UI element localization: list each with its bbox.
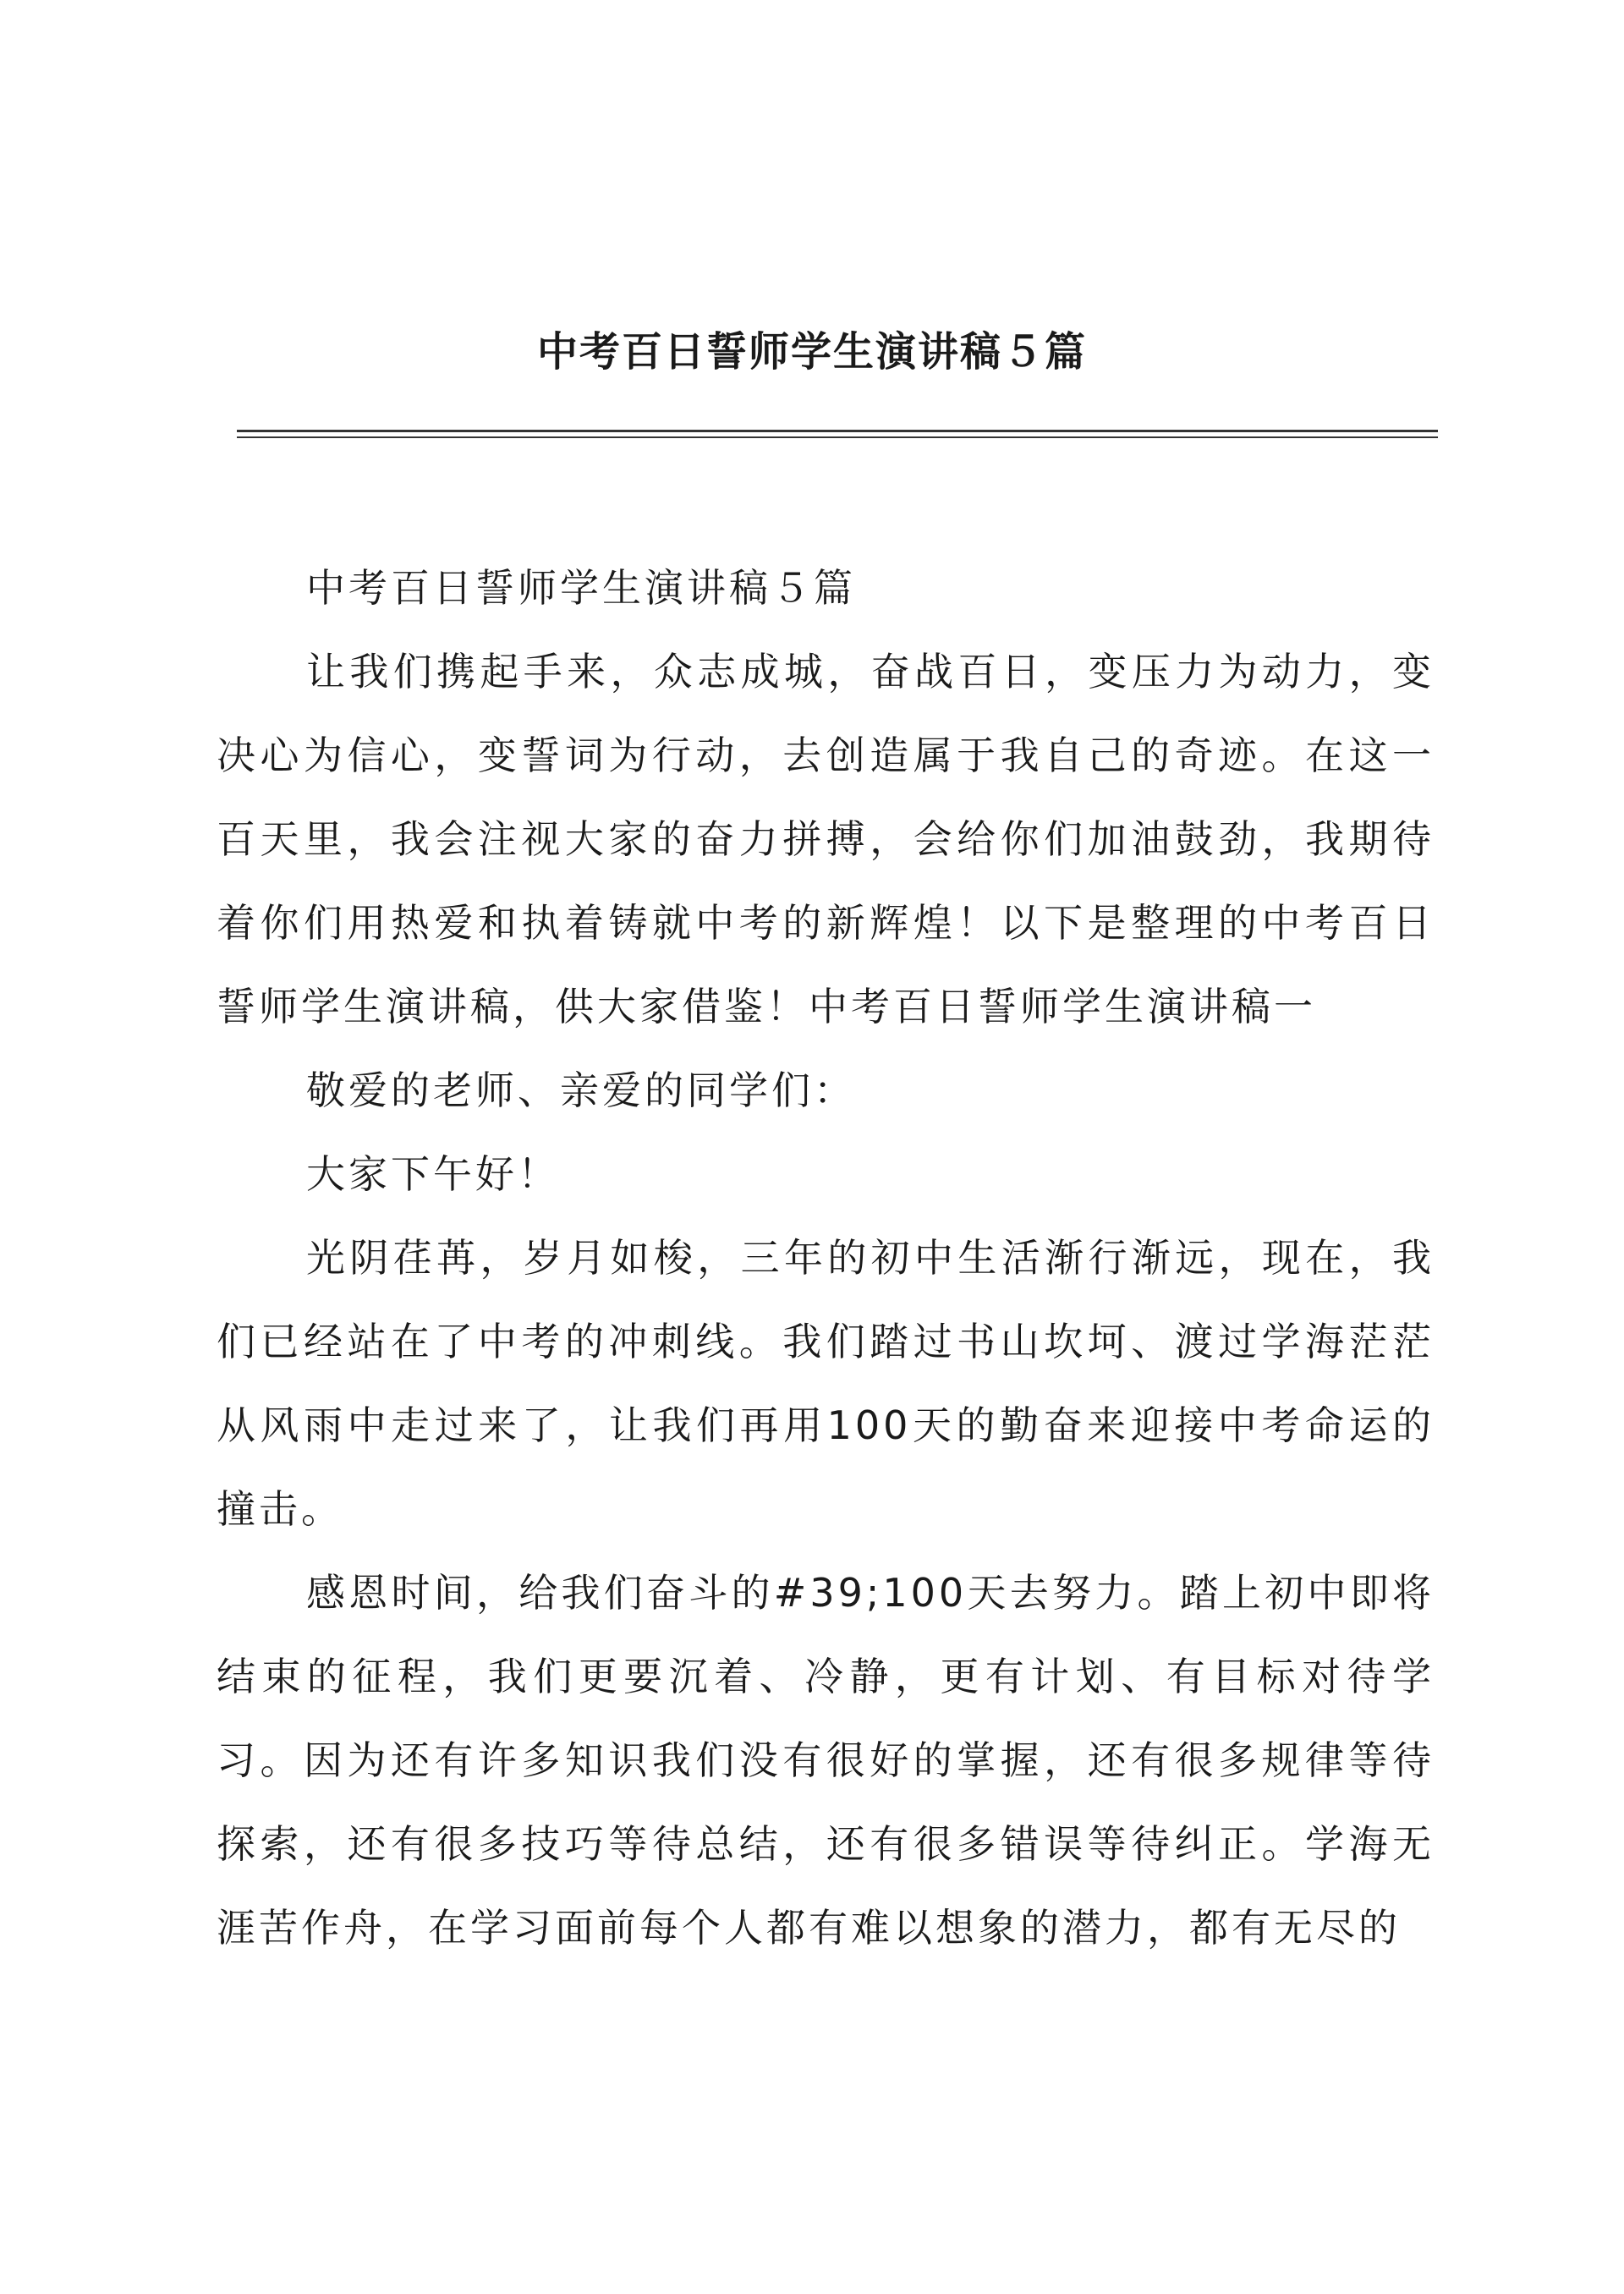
paragraph-greeting: 大家下午好！ <box>306 1151 560 1197</box>
paragraph-salutation: 敬爱的老师、亲爱的同学们： <box>306 1067 856 1113</box>
paragraph-subtitle: 中考百日誓师学生演讲稿５篇 <box>306 565 856 611</box>
paragraph-intro: 让我们携起手来，众志成城，奋战百日，变压力为动力，变决心为信心，变誓词为行动，去创造属于我自己的奇迹。在这一百天里，我会注视大家的奋力拼搏，会给你们加油鼓劲，我期待着你们用热爱和执着铸就中考的新辉煌！以下是整理的中考百日誓师学生演讲稿，供大家借鉴！中考百日誓师学生演讲稿一 <box>217 649 1435 1029</box>
document-body <box>217 546 1435 1970</box>
title-divider-top <box>237 430 1438 432</box>
title-divider-bottom <box>237 436 1438 438</box>
paragraph-body-2: 感恩时间，给我们奋斗的#39;100天去努力。踏上初中即将结束的征程，我们更要沉着、冷静，更有计划、有目标对待学习。因为还有许多知识我们没有很好的掌握，还有很多规律等待探索，还有很多技巧等待总结，还有很多错误等待纠正。学海无涯苦作舟，在学习面前每个人都有难以想象的潜力，都有无尽的 <box>217 1570 1435 1951</box>
document-title: 中考百日誓师学生演讲稿５篇 <box>536 328 1087 376</box>
paragraph-body-1: 光阴荏苒，岁月如梭，三年的初中生活渐行渐远，现在，我们已经站在了中考的冲刺线。我们踏过书山坎坷、渡过学海茫茫从风雨中走过来了，让我们再用100天的勤奋来迎接中考命运的撞击。 <box>217 1235 1435 1532</box>
